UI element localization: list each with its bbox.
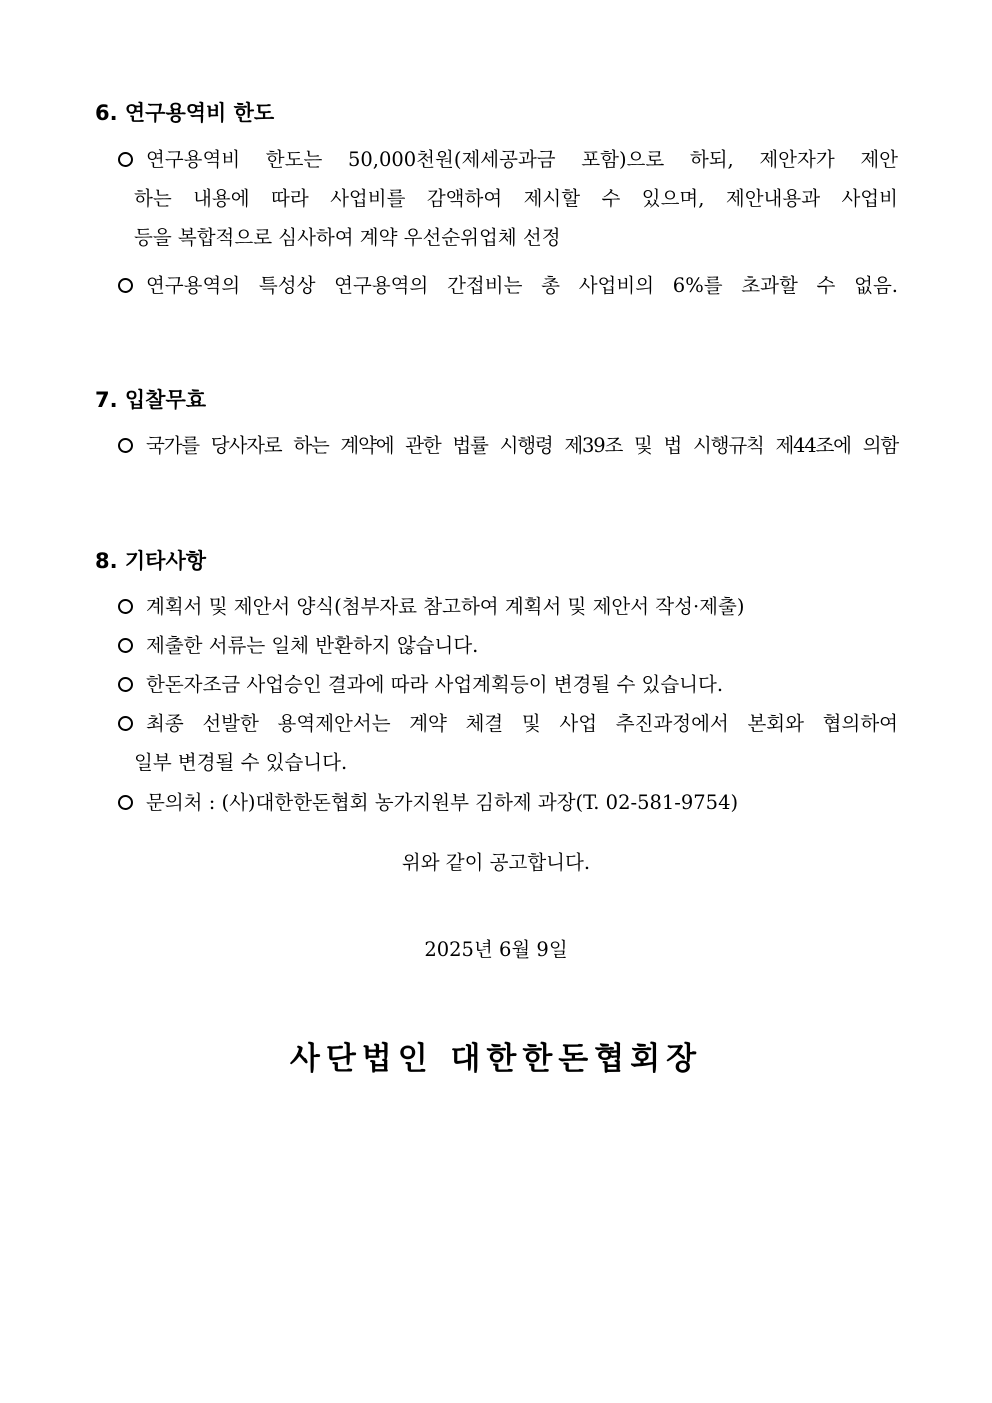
- item-line: 일부 변경될 수 있습니다.: [134, 751, 348, 774]
- item-line: 최종 선발한 용역제안서는 계약 체결 및 사업 추진과정에서 본회와 협의하여: [146, 712, 898, 735]
- issuer-signature: 사단법인 대한한돈협회장: [289, 1041, 703, 1077]
- section-7-item-1: [118, 426, 898, 465]
- section-6-item-1: [118, 140, 898, 257]
- item-line: 연구용역의 특성상 연구용역의 간접비는 총 사업비의 6%를 초과할 수 없음.: [146, 274, 898, 297]
- section-6-heading: 6. 연구용역비 한도: [95, 101, 275, 125]
- section-8-item-5: [118, 783, 898, 822]
- item-line: 연구용역비 한도는 50,000천원(제세공과금 포함)으로 하되, 제안자가 제안: [146, 148, 898, 171]
- hollow-circle-bullet-icon: [118, 716, 133, 731]
- hollow-circle-bullet-icon: [118, 438, 133, 453]
- hollow-circle-bullet-icon: [118, 677, 133, 692]
- item-line: 등을 복합적으로 심사하여 계약 우선순위업체 선정: [134, 226, 561, 249]
- section-8-item-3: [118, 665, 898, 704]
- section-8-heading: 8. 기타사항: [95, 549, 207, 573]
- item-line: 국가를 당사자로 하는 계약에 관한 법률 시행령 제39조 및 법 시행규칙 제44조에 의함: [146, 434, 898, 457]
- section-8-item-4: [118, 704, 898, 782]
- section-8-item-1: [118, 587, 898, 626]
- hollow-circle-bullet-icon: [118, 638, 133, 653]
- section-7-heading: 7. 입찰무효: [95, 388, 207, 412]
- item-line: 한돈자조금 사업승인 결과에 따라 사업계획등이 변경될 수 있습니다.: [146, 673, 724, 696]
- closing-statement: 위와 같이 공고합니다.: [401, 851, 591, 874]
- item-line: 계획서 및 제안서 양식(첨부자료 참고하여 계획서 및 제안서 작성·제출): [146, 595, 745, 618]
- hollow-circle-bullet-icon: [118, 278, 133, 293]
- section-6-item-2: [118, 266, 898, 305]
- hollow-circle-bullet-icon: [118, 599, 133, 614]
- section-8-item-2: [118, 626, 898, 665]
- item-line: 문의처 : (사)대한한돈협회 농가지원부 김하제 과장(T. 02-581-9754): [146, 791, 739, 814]
- hollow-circle-bullet-icon: [118, 795, 133, 810]
- item-line: 제출한 서류는 일체 반환하지 않습니다.: [146, 634, 479, 657]
- hollow-circle-bullet-icon: [118, 152, 133, 167]
- item-line: 하는 내용에 따라 사업비를 감액하여 제시할 수 있으며, 제안내용과 사업비: [134, 187, 898, 210]
- announcement-date: 2025년 6월 9일: [424, 938, 568, 961]
